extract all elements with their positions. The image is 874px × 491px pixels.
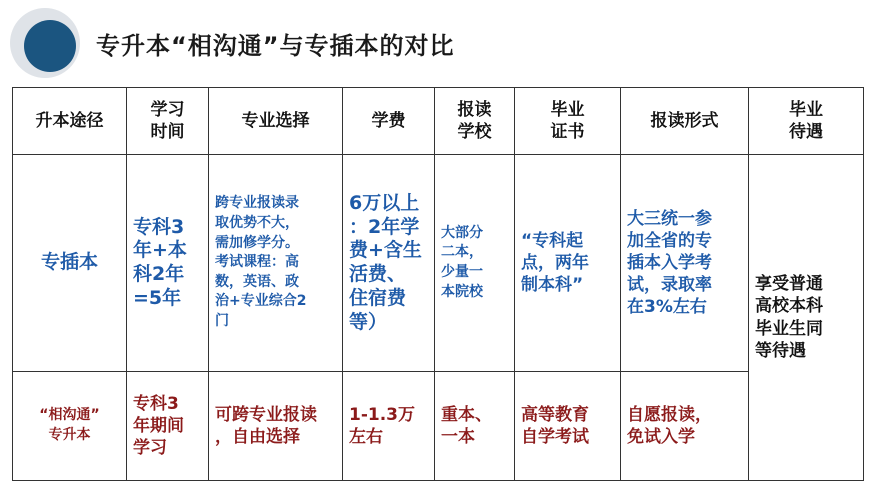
header-cell-form: 报读形式 <box>621 88 749 155</box>
table-cell: 专科3 年+本 科2年 =5年 <box>127 155 209 372</box>
header-cell-major: 专业选择 <box>209 88 343 155</box>
comparison-table <box>12 87 864 481</box>
table-cell: 可跨专业报读 ，自由选择 <box>209 372 343 481</box>
logo-inner-circle <box>24 20 76 72</box>
header-cell-path: 升本途径 <box>13 88 127 155</box>
table-cell: 跨专业报读录 取优势不大， 需加修学分。 考试课程：高 数，英语、政 治+专业综合2 门 <box>209 155 343 372</box>
header-cell-duration: 学习 时间 <box>127 88 209 155</box>
table-cell: “相沟通” 专升本 <box>13 372 127 481</box>
table-cell: 高等教育 自学考试 <box>515 372 621 481</box>
header-cell-diploma: 毕业 证书 <box>515 88 621 155</box>
table-row <box>13 155 864 372</box>
table-cell: 重本、 一本 <box>435 372 515 481</box>
header-row <box>13 88 864 155</box>
table-cell: 专插本 <box>13 155 127 372</box>
table-cell: 自愿报读， 免试入学 <box>621 372 749 481</box>
header-cell-school: 报读 学校 <box>435 88 515 155</box>
table-row <box>13 372 864 481</box>
table-cell-benefits: 享受普通 高校本科 毕业生同 等待遇 <box>749 155 864 481</box>
header-cell-tuition: 学费 <box>343 88 435 155</box>
header-cell-benefits: 毕业 待遇 <box>749 88 864 155</box>
table-cell: 大三统一参 加全省的专 插本入学考 试，录取率 在3%左右 <box>621 155 749 372</box>
logo-circle <box>10 8 80 78</box>
page-title: 专升本“相沟通”与专插本的对比 <box>96 32 455 60</box>
table-cell: 1-1.3万 左右 <box>343 372 435 481</box>
table-cell: “专科起 点，两年 制本科” <box>515 155 621 372</box>
table-cell: 大部分 二本， 少量一 本院校 <box>435 155 515 372</box>
table-cell: 6万以上 ：2年学 费+含生 活费、 住宿费 等） <box>343 155 435 372</box>
table-cell: 专科3 年期间 学习 <box>127 372 209 481</box>
